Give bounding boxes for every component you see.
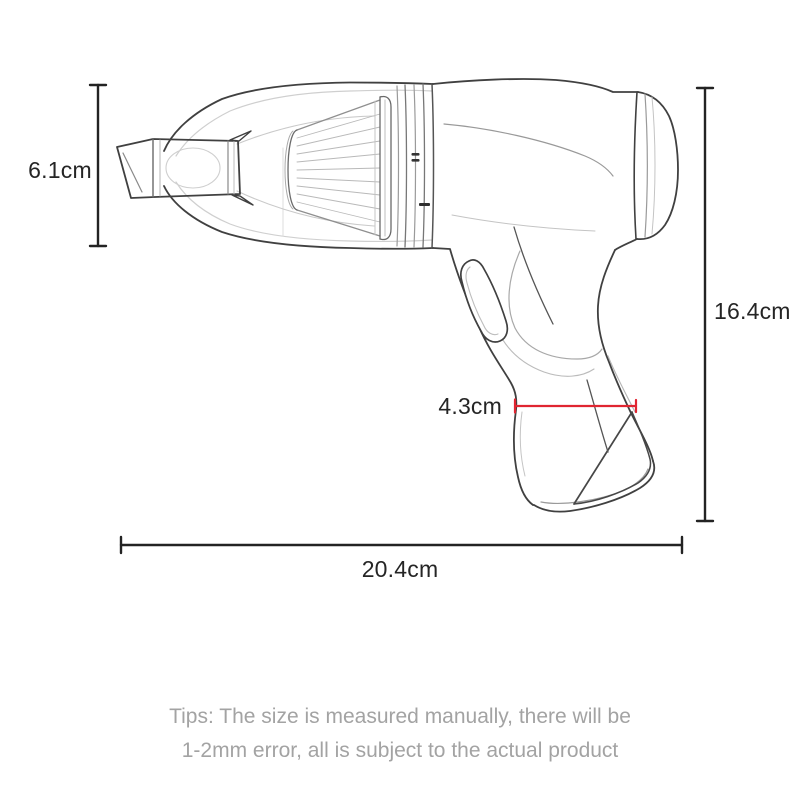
tips-line-2: 1-2mm error, all is subject to the actual product <box>181 739 619 762</box>
handle-width-dimension-line <box>515 400 636 413</box>
cup-mouth-rings-drawing <box>397 84 434 248</box>
total-length-label: 20.4cm <box>361 556 439 582</box>
total-height-label: 16.4cm <box>714 298 791 324</box>
trigger-drawing <box>461 260 508 342</box>
handle-width-label: 4.3cm <box>438 393 502 419</box>
dust-cup-drawing <box>164 83 433 249</box>
nozzle-height-label: 6.1cm <box>28 157 92 183</box>
rear-cap-drawing <box>615 92 678 250</box>
tips-line-1: Tips: The size is measured manually, there will be <box>169 705 631 728</box>
total-length-dimension-line <box>121 537 682 553</box>
total-height-dimension-line <box>697 88 713 521</box>
tips-text <box>0 700 800 768</box>
